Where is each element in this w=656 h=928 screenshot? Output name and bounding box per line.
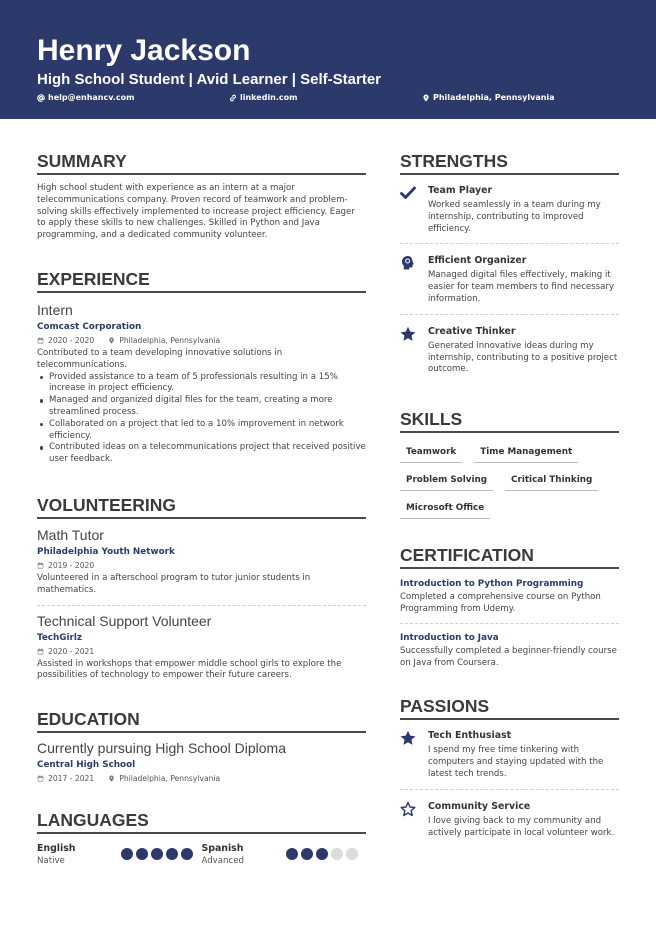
certification-item <box>400 632 619 670</box>
rating-dot-filled <box>121 848 133 860</box>
entry-meta <box>37 646 366 657</box>
passions-section <box>400 695 619 839</box>
certification-title: Introduction to Python Programming <box>400 579 584 590</box>
volunteering-section <box>37 494 366 682</box>
strength-item <box>400 325 619 376</box>
volunteering-entry <box>37 527 366 597</box>
achievement-list <box>37 372 366 466</box>
website-text: linkedin.com <box>240 93 298 102</box>
volunteer-role: Technical Support Volunteer <box>37 612 212 629</box>
strengths-section <box>400 150 619 376</box>
experience-section <box>37 268 366 466</box>
company-name: Comcast Corporation <box>37 321 142 332</box>
strength-text: Generated innovative ideas during my internship, contributing to a positive project outcome. <box>428 340 618 375</box>
entry-description: Contributed to a team developing innovative solutions in telecommunications. <box>37 347 283 370</box>
education-section <box>37 708 366 784</box>
resume-header <box>0 0 656 119</box>
language-name: Spanish <box>201 843 244 855</box>
language-rating <box>121 848 193 860</box>
section-title: SUMMARY <box>37 150 366 175</box>
experience-entry <box>37 302 366 466</box>
location-pin-icon <box>422 94 430 102</box>
rating-dot-filled <box>136 848 148 860</box>
language-level: Advanced <box>201 856 244 867</box>
entry-dates: 2019 - 2020 <box>48 560 95 570</box>
at-sign-icon <box>37 94 45 102</box>
rating-dot-filled <box>151 848 163 860</box>
rating-dot-empty <box>331 848 343 860</box>
language-level: Native <box>37 856 65 867</box>
right-column <box>400 150 619 839</box>
volunteering-entry <box>37 613 366 683</box>
summary-text: High school student with experience as an intern at a major telecommunications company. Proven record of teamwork and problem-solving skills effectively implemented to increase project efficiency. Eager to apply these skills to new challenges. Skilled in Python and Java programming, and a dedicated community volunteer. <box>37 183 355 241</box>
entry-meta <box>37 773 366 784</box>
link-icon <box>229 94 237 102</box>
section-title: STRENGTHS <box>400 150 619 175</box>
certification-text: Completed a comprehensive course on Python Programming from Udemy. <box>400 592 601 614</box>
candidate-name: Henry Jackson <box>37 34 251 67</box>
candidate-tagline: High School Student | Avid Learner | Self-Starter <box>37 71 381 88</box>
check-icon <box>400 185 416 201</box>
certification-title: Introduction to Java <box>400 632 499 643</box>
entry-location: Philadelphia, Pennsylvania <box>119 774 221 784</box>
list-item: Managed and organized digital files for the team, creating a more streamlined process. <box>37 395 366 419</box>
rating-dot-filled <box>316 848 328 860</box>
entry-description: Volunteered in a afterschool program to tutor junior students in mathematics. <box>37 572 311 595</box>
degree-title: Currently pursuing High School Diploma <box>37 740 287 757</box>
star-outline-icon <box>400 801 416 817</box>
skill-tag: Critical Thinking <box>505 475 598 491</box>
entry-divider <box>400 623 619 624</box>
organization-name: TechGirlz <box>37 632 82 643</box>
passion-title: Community Service <box>428 800 531 812</box>
calendar-icon <box>37 775 44 782</box>
entry-dates: 2020 - 2021 <box>48 646 95 656</box>
calendar-icon <box>37 337 44 344</box>
passion-text: I love giving back to my community and actively participate in local volunteer work. <box>428 815 615 838</box>
skill-tag: Time Management <box>474 447 578 463</box>
organization-name: Philadelphia Youth Network <box>37 546 175 557</box>
location-text: Philadelphia, Pennsylvania <box>433 93 555 102</box>
section-title: LANGUAGES <box>37 809 366 834</box>
summary-section <box>37 150 366 242</box>
entry-dates: 2017 - 2021 <box>48 774 95 784</box>
strength-title: Efficient Organizer <box>428 255 527 267</box>
section-title: EDUCATION <box>37 708 366 733</box>
skill-tag: Problem Solving <box>400 475 493 491</box>
calendar-icon <box>37 648 44 655</box>
star-icon <box>400 730 416 746</box>
language-rating <box>286 848 358 860</box>
rating-dot-filled <box>166 848 178 860</box>
contact-email[interactable] <box>37 93 134 103</box>
entry-meta <box>37 335 366 346</box>
section-title: CERTIFICATION <box>400 544 619 569</box>
entry-location: Philadelphia, Pennsylvania <box>119 335 221 345</box>
skill-tag: Microsoft Office <box>400 503 490 519</box>
skills-section <box>400 408 619 531</box>
strength-title: Creative Thinker <box>428 325 516 337</box>
certification-text: Successfully completed a beginner-friendly course on Java from Coursera. <box>400 645 617 668</box>
entry-dates: 2020 - 2020 <box>48 335 95 345</box>
certification-item <box>400 578 619 616</box>
rating-dot-empty <box>346 848 358 860</box>
strength-title: Team Player <box>428 185 493 196</box>
job-title: Intern <box>37 301 73 318</box>
school-name: Central High School <box>37 760 136 771</box>
language-item <box>37 843 202 867</box>
rating-dot-filled <box>286 848 298 860</box>
volunteer-role: Math Tutor <box>37 526 104 543</box>
passion-title: Tech Enthusiast <box>428 730 512 742</box>
certification-section <box>400 544 619 669</box>
entry-description: Assisted in workshops that empower middle school girls to explore the possibilities of technology to empower their future careers. <box>37 658 342 681</box>
passion-item <box>400 729 619 780</box>
rating-dot-filled <box>181 848 193 860</box>
contact-website[interactable] <box>229 93 298 103</box>
location-pin-icon <box>108 337 115 344</box>
left-column <box>37 150 366 867</box>
languages-section <box>37 809 366 867</box>
strength-text: Managed digital files effectively, making it easier for team members to find necessary information. <box>428 270 615 304</box>
list-item: Contributed ideas on a telecommunications project that received positive user feedback. <box>37 442 366 466</box>
brain-head-icon <box>400 255 416 271</box>
education-entry <box>37 740 366 784</box>
passion-item <box>400 800 619 840</box>
section-title: VOLUNTEERING <box>37 494 366 519</box>
star-icon <box>400 326 416 342</box>
section-title: SKILLS <box>400 408 619 433</box>
strength-text: Worked seamlessly in a team during my internship, contributing to improved efficiency. <box>428 200 601 234</box>
contact-location <box>422 93 555 103</box>
rating-dot-filled <box>301 848 313 860</box>
section-title: EXPERIENCE <box>37 268 366 293</box>
section-title: PASSIONS <box>400 695 619 720</box>
passion-text: I spend my free time tinkering with computers and staying updated with the latest tech trends. <box>428 745 604 779</box>
entry-divider <box>37 605 366 606</box>
skill-list <box>400 447 619 531</box>
entry-divider <box>400 789 619 790</box>
language-item <box>202 843 367 867</box>
email-text: help@enhancv.com <box>48 93 135 102</box>
skill-tag: Teamwork <box>400 447 462 463</box>
language-name: English <box>37 843 76 855</box>
list-item: Collaborated on a project that led to a 10% improvement in network efficiency. <box>37 419 366 443</box>
entry-divider <box>400 314 619 315</box>
list-item: Provided assistance to a team of 5 professionals resulting in a 15% increase in project efficiency. <box>37 372 366 396</box>
language-list <box>37 843 366 867</box>
strength-item <box>400 184 619 235</box>
location-pin-icon <box>108 775 115 782</box>
calendar-icon <box>37 562 44 569</box>
strength-item <box>400 254 619 305</box>
entry-divider <box>400 243 619 244</box>
entry-meta <box>37 560 366 571</box>
